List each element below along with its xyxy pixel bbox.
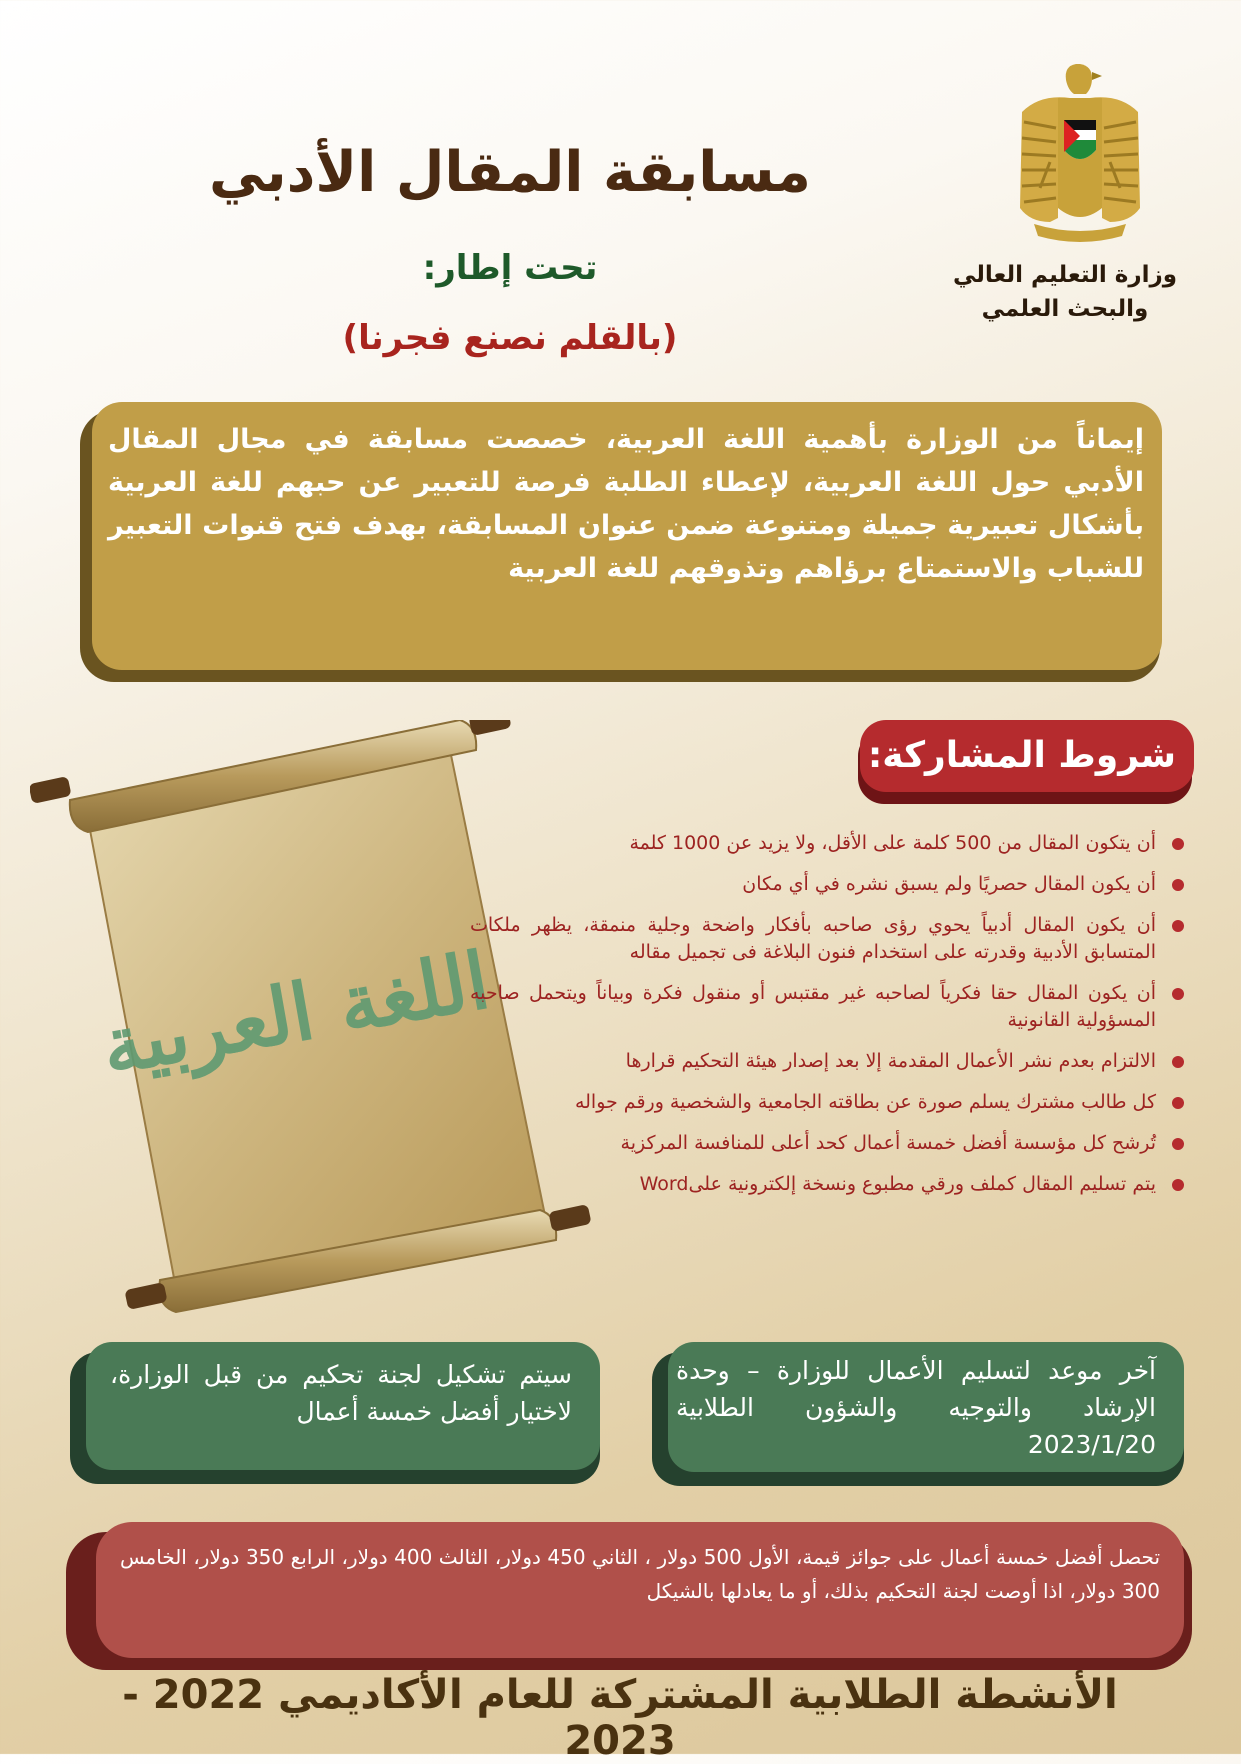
footer-text: الأنشطة الطلابية المشتركة للعام الأكاديمي 2022 - 2023 bbox=[122, 1672, 1118, 1764]
list-item bbox=[470, 1048, 1190, 1075]
subtitle: تحت إطار: bbox=[422, 248, 598, 288]
condition-text: يتم تسليم المقال كملف ورقي مطبوع ونسخة إلكترونية علىWord bbox=[639, 1173, 1156, 1195]
list-item bbox=[470, 980, 1190, 1034]
list-item bbox=[470, 1130, 1190, 1157]
conditions-title: شروط المشاركة: bbox=[867, 735, 1176, 776]
bullet-icon bbox=[1172, 1056, 1184, 1068]
ministry-name bbox=[920, 258, 1210, 326]
condition-text: أن يتكون المقال من 500 كلمة على الأقل، ولا يزيد عن 1000 كلمة bbox=[629, 832, 1156, 854]
condition-text: أن يكون المقال أدبياً يحوي رؤى صاحبه بأفكار واضحة وجلية منمقة، يظهر ملكات المتسابق الأدبية وقدرته على استخدام فنون البلاغة فى تجميل مقاله bbox=[470, 914, 1156, 963]
condition-text: أن يكون المقال حقا فكرياً لصاحبه غير مقتبس أو منقول فكرة وبياناً ويتحمل صاحبه المسؤولية القانونية bbox=[470, 982, 1156, 1031]
slogan: (بالقلم نصنع فجرنا) bbox=[342, 318, 678, 358]
list-item bbox=[470, 912, 1190, 966]
intro-text: إيماناً من الوزارة بأهمية اللغة العربية، خصصت مسابقة في مجال المقال الأدبي حول اللغة العربية، لإعطاء الطلبة فرصة للتعبير عن حبهم للغة العربية بأشكال تعبيرية جميلة ومتنوعة ضمن عنوان المسابقة، بهدف فتح قنوات التعبير للشباب والاستمتاع برؤاهم وتذوقهم للغة العربية bbox=[108, 424, 1144, 584]
page-title: مسابقة المقال الأدبي bbox=[209, 140, 811, 205]
list-item bbox=[470, 830, 1190, 857]
bullet-icon bbox=[1172, 988, 1184, 1000]
ministry-line-1: وزارة التعليم العالي bbox=[952, 262, 1177, 288]
calligraphy-text: اللغة العربية bbox=[94, 935, 496, 1093]
deadline-text: آخر موعد لتسليم الأعمال للوزارة – وحدة الإرشاد والتوجيه والشؤون الطلابية 2023/1/20 bbox=[676, 1356, 1156, 1459]
bullet-icon bbox=[1172, 920, 1184, 932]
condition-text: أن يكون المقال حصريًا ولم يسبق نشره في أي مكان bbox=[742, 873, 1156, 895]
conditions-list bbox=[470, 830, 1190, 1212]
bullet-icon bbox=[1172, 879, 1184, 891]
bullet-icon bbox=[1172, 1179, 1184, 1191]
condition-text: تُرشح كل مؤسسة أفضل خمسة أعمال كحد أعلى للمنافسة المركزية bbox=[620, 1132, 1156, 1154]
condition-text: الالتزام بعدم نشر الأعمال المقدمة إلا بعد إصدار هيئة التحكيم قرارها bbox=[625, 1050, 1156, 1072]
bullet-icon bbox=[1172, 838, 1184, 850]
list-item bbox=[470, 871, 1190, 898]
list-item bbox=[470, 1089, 1190, 1116]
list-item bbox=[470, 1171, 1190, 1198]
bullet-icon bbox=[1172, 1097, 1184, 1109]
condition-text: كل طالب مشترك يسلم صورة عن بطاقته الجامعية والشخصية ورقم جواله bbox=[574, 1091, 1156, 1113]
committee-text: سيتم تشكيل لجنة تحكيم من قبل الوزارة، لاختيار أفضل خمسة أعمال bbox=[110, 1360, 572, 1426]
bullet-icon bbox=[1172, 1138, 1184, 1150]
ministry-line-2: والبحث العلمي bbox=[981, 296, 1149, 322]
prize-text: تحصل أفضل خمسة أعمال على جوائز قيمة، الأول 500 دولار ، الثاني 450 دولار، الثالث 400 دولار، الرابع 350 دولار، الخامس 300 دولار، اذا أوصت لجنة التحكيم بذلك، أو ما يعادلها بالشيكل bbox=[120, 1545, 1161, 1603]
palestine-eagle-emblem-icon bbox=[1010, 58, 1150, 244]
